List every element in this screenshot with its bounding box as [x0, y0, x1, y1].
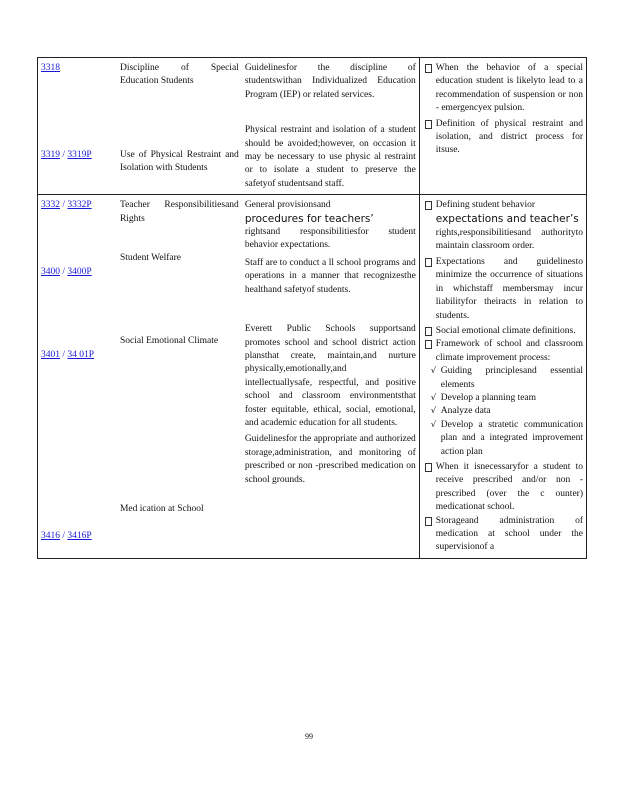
sub-list-item: √ Develop a planning team	[425, 392, 583, 405]
checkbox-bullet-icon	[425, 64, 432, 73]
policy-summary-3400: Staff are to conduct a ll school programs and operations in a manner that recognizesthe healthand safetyof students.	[244, 257, 416, 295]
policy-link-3400[interactable]: 3400	[41, 266, 60, 277]
policy-title-3318: Discipline of Special Education Students	[119, 63, 239, 87]
policy-summary-3332: General provisionsand procedures for teachers’ rightsand responsibilitiesfor student behavior expectations.	[244, 200, 416, 251]
checkbox-bullet-icon	[425, 120, 432, 129]
policy-link-3416p[interactable]: 3416P	[67, 531, 92, 542]
policy-summary-3401: Everett Public Schools supportsand promotes school and school district action plansthat create, maintain,and nurture physically,emotionally,and intellectuallysafe, respectful, and positive school and classroom environmentsthat foster equitable, ethical, social, emotional, and academic education for all students.	[244, 324, 416, 428]
policy-table	[37, 57, 587, 559]
list-item: Storageand administration of medication at school under the supervisionof a	[425, 515, 583, 555]
table-group-1	[38, 58, 587, 195]
checkbox-bullet-icon	[425, 517, 432, 526]
list-item: When it isnecessaryfor a student to receive prescribed and/or non - prescribed (over the c ounter) medicationat school.	[425, 461, 583, 515]
sub-list-item: √ Analyze data	[425, 405, 583, 418]
checkbox-bullet-icon	[425, 340, 432, 349]
sub-list-item: √ Develop a stratetic communication plan and a integrated improvement action plan	[430, 419, 583, 457]
policy-link-3401[interactable]: 3401	[41, 350, 60, 361]
policy-separator: /	[62, 150, 66, 161]
policy-title-3319: Use of Physical Restraint and Isolation with Students	[119, 149, 239, 174]
checkbox-bullet-icon	[425, 327, 432, 336]
checkbox-bullet-icon	[425, 258, 432, 267]
policy-link-3319[interactable]: 3319	[41, 150, 60, 161]
policy-link-3332p[interactable]: 3332P	[67, 200, 92, 211]
list-item: Framework of school and classroom climate improvement process:	[425, 338, 583, 365]
policy-link-3319p[interactable]: 3319P	[67, 150, 92, 161]
page-number: 99	[305, 732, 313, 741]
list-item: Expectations and guidelinesto minimize the occurrence of situations in whichstaff membersmay incur liabilityfor theiracts in relation to students.	[425, 256, 583, 323]
sub-list-item: √ Guiding principlesand essential elements	[430, 366, 583, 390]
policy-title-3416: Med ication at School	[119, 503, 204, 514]
policy-summary-3416: Guidelinesfor the appropriate and authorized storage,administration, and monitoring of prescribed or non -prescribed medication on school grounds.	[244, 434, 416, 485]
checkbox-bullet-icon	[425, 463, 432, 472]
policy-summary-3319: Physical restraint and isolation of a student should be avoided;however, on occasion it may be necessary to use physic al restraint or to isolate a student to preserve the safetyof studentsand staff.	[244, 125, 416, 189]
checkbox-bullet-icon	[425, 201, 432, 210]
list-item: Definition of physical restraint and isolation, and district process for itsuse.	[425, 118, 583, 158]
table-group-2: 3332 / 3332P 3400 / 3400P 3401 / 34 01P 3416 / 3416P Teacher Responsibilitiesand Rights Student Welfare Social Emotional Climate Med ication at School General provisionsand procedures for teachers’ rightsand responsibilitiesfor student behavior expectations. Staff are to conduct a ll school programs and operations in a manner that recognizesthe healthand safetyof students. Everett Public Schools supportsand promotes school and school district action plansthat create, maintain,and nurture physically,emotionally,and intellectuallysafe, respectful, and positive school and classroom environmentsthat foster equitable, ethical, social, emotional, and academic education for all students. Guidelinesfor the appropriate and authorized storage,administration, and monitoring of prescribed or non -prescribed medication on school grounds. Defining student behavior expectations and teacher’s rights,responsibilitiesand authorityto maintain classroom order. Expectations and guidelinesto minimize the occurrence of situations in whichstaff membersmay incur liabilityfor theiracts in relation to students. Social emotional climate definitions. Framework of school and classroom climate improvement process: √ Guiding principlesand essential elements √ Develop a planning team √ Analyze data √ Develop a stratetic communication plan and a integrated improvement action plan When it isnecessaryfor a student to receive prescribed and/or non - prescribed (over the c ounter) medicationat school. Storageand administration of medication at school under the supervisionof a	[38, 195, 587, 559]
policy-title-3400: Student Welfare	[119, 253, 182, 264]
policy-link-3400p[interactable]: 3400P	[67, 266, 92, 277]
policy-title-3332: Teacher Responsibilitiesand Rights	[119, 200, 239, 224]
policy-link-3416[interactable]: 3416	[41, 531, 60, 542]
policy-link-3332[interactable]: 3332	[41, 200, 60, 211]
policy-title-3401: Social Emotional Climate	[119, 336, 219, 347]
list-item: Social emotional climate definitions.	[425, 325, 583, 338]
check-icon: √	[430, 366, 437, 377]
check-icon: √	[430, 406, 437, 417]
check-icon: √	[430, 392, 437, 403]
policy-summary-3318: Guidelinesfor the discipline of studentswithan Individualized Education Program (IEP) or related services.	[244, 63, 416, 100]
policy-link-3401p[interactable]: 34 01P	[67, 350, 95, 361]
list-item: When the behavior of a special education student is likelyto lead to a recommendation of suspension or non - emergencyex pulsion.	[425, 62, 583, 116]
policy-link-3318[interactable]: 3318	[41, 63, 60, 73]
list-item: Defining student behavior expectations and teacher’s rights,responsibilitiesand authorityto maintain classroom order.	[425, 199, 583, 254]
check-icon: √	[430, 419, 437, 430]
